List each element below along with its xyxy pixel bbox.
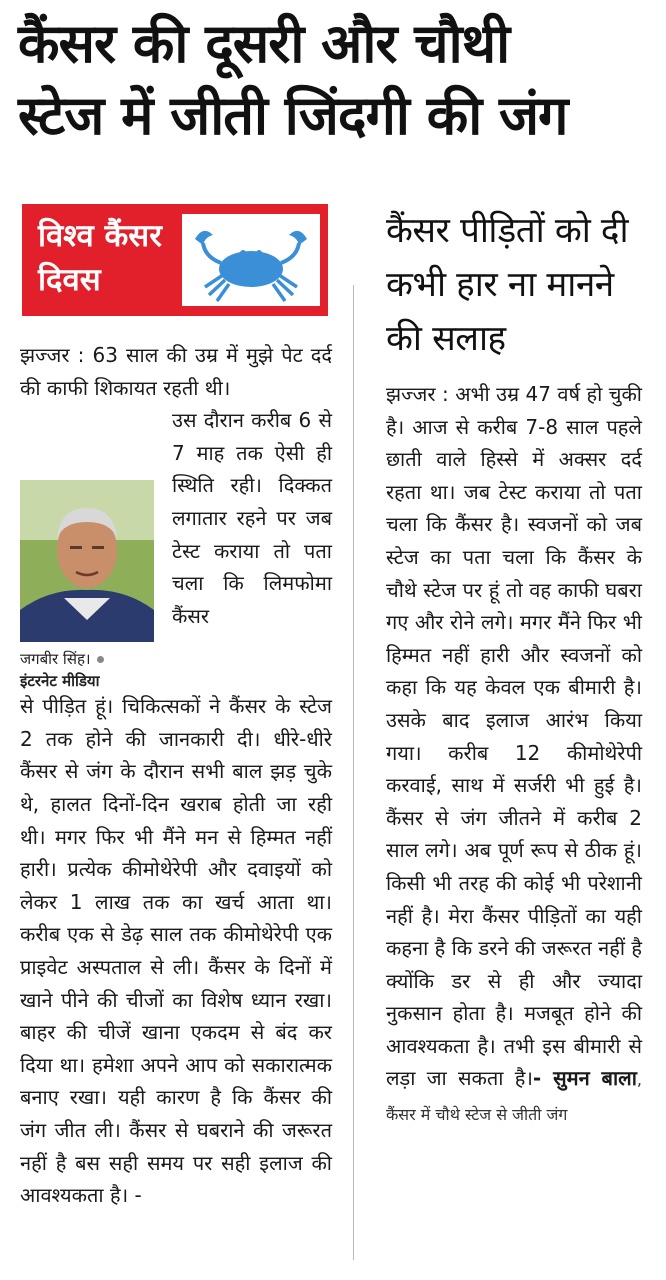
left-story-intro: झज्जर : 63 साल की उम्र में मुझे पेट दर्द की काफी शिकायत रहती थी। xyxy=(20,343,332,400)
caption-dot-icon xyxy=(97,656,104,663)
headline-line-2: स्टेज में जीती जिंदगी की जंग xyxy=(18,84,568,147)
right-story-headline: कैंसर पीड़ितों को दी कभी हार ना मानने की सलाह xyxy=(386,211,629,359)
left-story xyxy=(20,339,332,1212)
headline-line-1: कैंसर की दूसरी और चौथी xyxy=(18,12,510,75)
column-divider xyxy=(353,285,354,1260)
left-story-body: से पीड़ित हूं। चिकित्सकों ने कैंसर के स्टेज 2 तक होने की जानकारी दी। धीरे-धीरे कैंसर से जंग के दौरान सभी बाल झड़ चुके थे, हालत दिनों-दिन खराब होती जा रही थी। मगर फिर भी मैंने मन से हिम्मत नहीं हारी। प्रत्येक कीमोथेरेपी और दवाइयों को लेकर 1 लाख तक का खर्च आता था। करीब एक से डेढ़ साल तक कीमोथेरेपी एक प्राइवेट अस्पताल से ली। कैंसर के दिनों में खाने पीने की चीजों का विशेष ध्यान रखा। बाहर की चीजें खाना एकदम से बंद कर दिया था। हमेशा अपने आप को सकारात्मक बनाए रखा। यही कारण है कि कैंसर की जंग जीत ली। कैंसर से घबराने की जरूरत नहीं है बस सही समय पर सही इलाज की आवश्यकता है। - xyxy=(20,694,332,1208)
right-story-body-wrap xyxy=(386,378,642,1132)
right-story xyxy=(386,204,642,1132)
right-story-body: झज्जर : अभी उम्र 47 वर्ष हो चुकी है। आज से करीब 7-8 साल पहले छाती वाले हिस्से में अक्सर दर्द रहता था। जब टेस्ट कराया तो पता चला कि कैंसर है। स्वजनों को जब स्टेज का पता चला कि कैंसर के चौथे स्टेज पर हूं तो वह काफी घबरा गए और रोने लगे। मगर मैंने फिर भी हिम्मत नहीं हारी और स्वजनों को कहा कि यह केवल एक बीमारी है। उसके बाद इलाज आरंभ किया गया। करीब 12 कीमोथेरेपी करवाई, साथ में सर्जरी भी हुई है। कैंसर से जंग जीतने में करीब 2 साल लगे। अब पूर्ण रूप से ठीक हूं। किसी भी तरह की कोई भी परेशानी नहीं है। मेरा कैंसर पीड़ितों का यही कहना है कि डरने की जरूरत नहीं है क्योंकि डर से ही और ज्यादा नुकसान होता है। मजबूत होने की आवश्यकता है। तभी इस बीमारी से लड़ा जा सकता है। xyxy=(386,382,642,1091)
photo-credit: इंटरनेट मीडिया xyxy=(20,672,100,691)
badge-line-2: दिवस xyxy=(38,262,101,298)
portrait-image xyxy=(20,480,154,642)
left-story-wrap-text: उस दौरान करीब 6 से 7 माह तक ऐसी ही स्थिति रही। दिक्कत लगातार रहने पर जब टेस्ट कराया तो पता चला कि लिमफोमा कैंसर xyxy=(172,408,332,628)
byline-name: सुमन बाला xyxy=(553,1066,637,1091)
badge-line-1: विश्व कैंसर xyxy=(38,218,162,254)
byline-subtitle: , कैंसर में चौथे स्टेज से जीती जंग xyxy=(386,1070,642,1125)
badge-image xyxy=(182,214,320,306)
badge-text xyxy=(28,210,178,310)
photo-caption xyxy=(20,648,164,692)
headline xyxy=(18,8,658,152)
world-cancer-day-badge xyxy=(22,204,328,316)
crab-icon xyxy=(185,217,317,303)
portrait-photo xyxy=(20,480,154,642)
photo-box xyxy=(20,404,164,690)
photo-caption-name: जगबीर सिंह। xyxy=(20,650,91,669)
byline-prefix: - xyxy=(532,1066,554,1091)
